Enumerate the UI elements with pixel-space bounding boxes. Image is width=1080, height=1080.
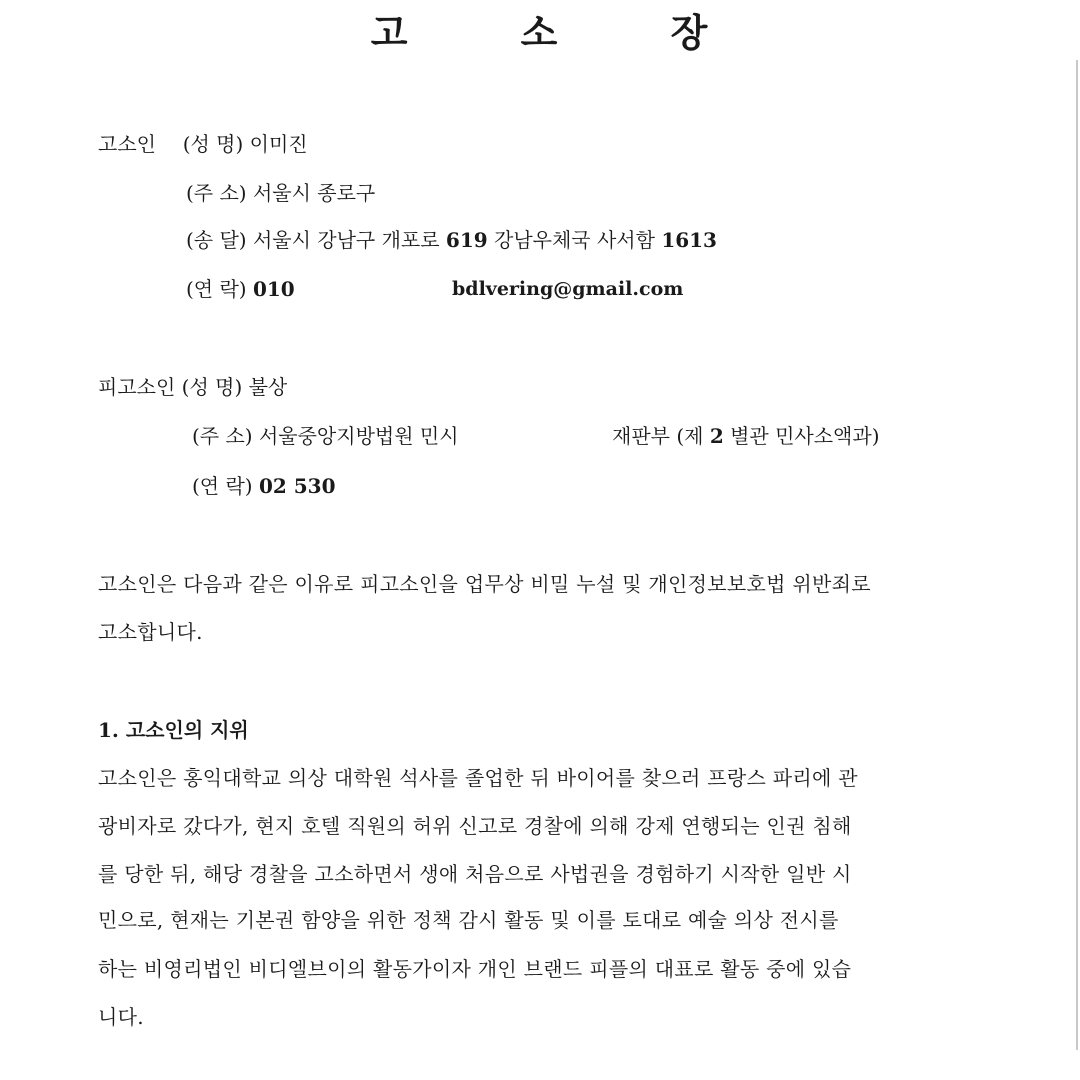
complainant-delivery-part-a: 서울시 강남구 개포로 <box>252 228 446 252</box>
respondent-role: 피고소인 <box>98 375 176 399</box>
complainant-delivery-label: (송 달) <box>186 228 247 252</box>
section-1-line-3: 를 당한 뒤, 해당 경찰을 고소하면서 생애 처음으로 사법권을 경험하기 시작한 일반 시 <box>98 862 852 886</box>
respondent-name-label: (성 명) <box>181 375 243 399</box>
complainant-address-label: (주 소) <box>186 181 247 205</box>
respondent-contact-label: (연 락) <box>192 474 253 498</box>
complainant-name-row <box>98 130 308 158</box>
respondent-address-part-d: 별관 민사소액과) <box>723 424 880 448</box>
title-char-3: 장 <box>670 10 710 55</box>
section-1-title: 고소인의 지위 <box>125 718 249 742</box>
section-1-line-6: 니다. <box>98 1005 144 1029</box>
complainant-delivery-number-a: 619 <box>445 228 488 252</box>
complainant-address: 서울시 종로구 <box>252 181 376 205</box>
page-edge-line <box>1076 60 1078 1050</box>
complainant-phone: 010 <box>252 277 295 301</box>
complainant-contact-label: (연 락) <box>186 277 247 301</box>
section-1-line-5: 하는 비영리법인 비디엘브이의 활동가이자 개인 브랜드 피플의 대표로 활동 중에 있습 <box>98 957 852 981</box>
document-title <box>0 2 1080 57</box>
respondent-name-row <box>98 373 287 401</box>
respondent-phone: 02 530 <box>258 474 336 498</box>
title-char-2: 소 <box>520 10 560 55</box>
complainant-email: bdlvering@gmail.com <box>452 278 684 300</box>
section-1-line-4: 민으로, 현재는 기본권 함양을 위한 정책 감시 활동 및 이를 토대로 예술 의상 전시를 <box>98 908 839 932</box>
respondent-contact-row <box>192 472 336 500</box>
intro-line-1: 고소인은 다음과 같은 이유로 피고소인을 업무상 비밀 누설 및 개인정보보호법 위반죄로 <box>98 572 871 596</box>
intro-line-2: 고소합니다. <box>98 620 203 644</box>
redaction-mask-phone <box>306 270 446 310</box>
section-1-heading <box>98 716 249 744</box>
complainant-name-label: (성 명) <box>182 132 244 156</box>
respondent-address-row-left <box>192 422 459 450</box>
complainant-address-row <box>186 179 375 207</box>
complainant-delivery-part-c: 강남우체국 사서함 <box>487 228 662 252</box>
redaction-mask-respondent-phone <box>342 466 442 506</box>
section-1-line-2: 광비자로 갔다가, 현지 호텔 직원의 허위 신고로 경찰에 의해 강제 연행되는 인권 침해 <box>98 814 852 838</box>
section-1-line-1: 고소인은 홍익대학교 의상 대학원 석사를 졸업한 뒤 바이어를 찾으러 프랑스 파리에 관 <box>98 766 858 790</box>
respondent-name: 불상 <box>248 375 288 399</box>
respondent-address-number: 2 <box>709 424 724 448</box>
section-1-number: 1. <box>98 718 119 742</box>
complainant-delivery-number-b: 1613 <box>661 228 717 252</box>
respondent-address-part-a: 서울중앙지방법원 민시 <box>258 424 459 448</box>
respondent-address-part-b: 재판부 (제 <box>612 424 710 448</box>
complainant-role: 고소인 <box>98 132 156 156</box>
complainant-contact-row <box>186 275 295 303</box>
title-char-1: 고 <box>370 10 410 55</box>
respondent-address-label: (주 소) <box>192 424 253 448</box>
complainant-delivery-row <box>186 226 717 254</box>
respondent-address-row-right <box>612 422 880 450</box>
complainant-name: 이미진 <box>249 132 308 156</box>
